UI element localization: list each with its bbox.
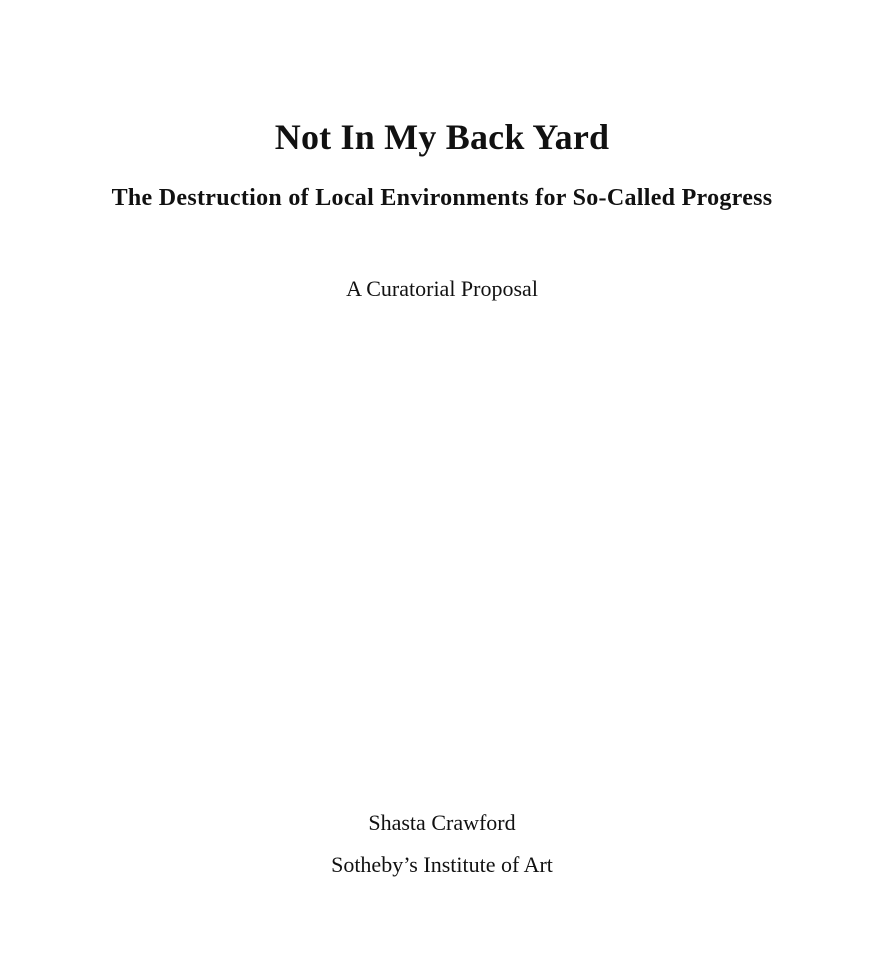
document-subtitle: The Destruction of Local Environments for So-Called Progress [111, 185, 773, 211]
institution-name: Sotheby’s Institute of Art [331, 852, 553, 877]
document-title: Not In My Back Yard [274, 117, 610, 157]
author-name: Shasta Crawford [368, 810, 516, 835]
document-type: A Curatorial Proposal [346, 276, 538, 301]
